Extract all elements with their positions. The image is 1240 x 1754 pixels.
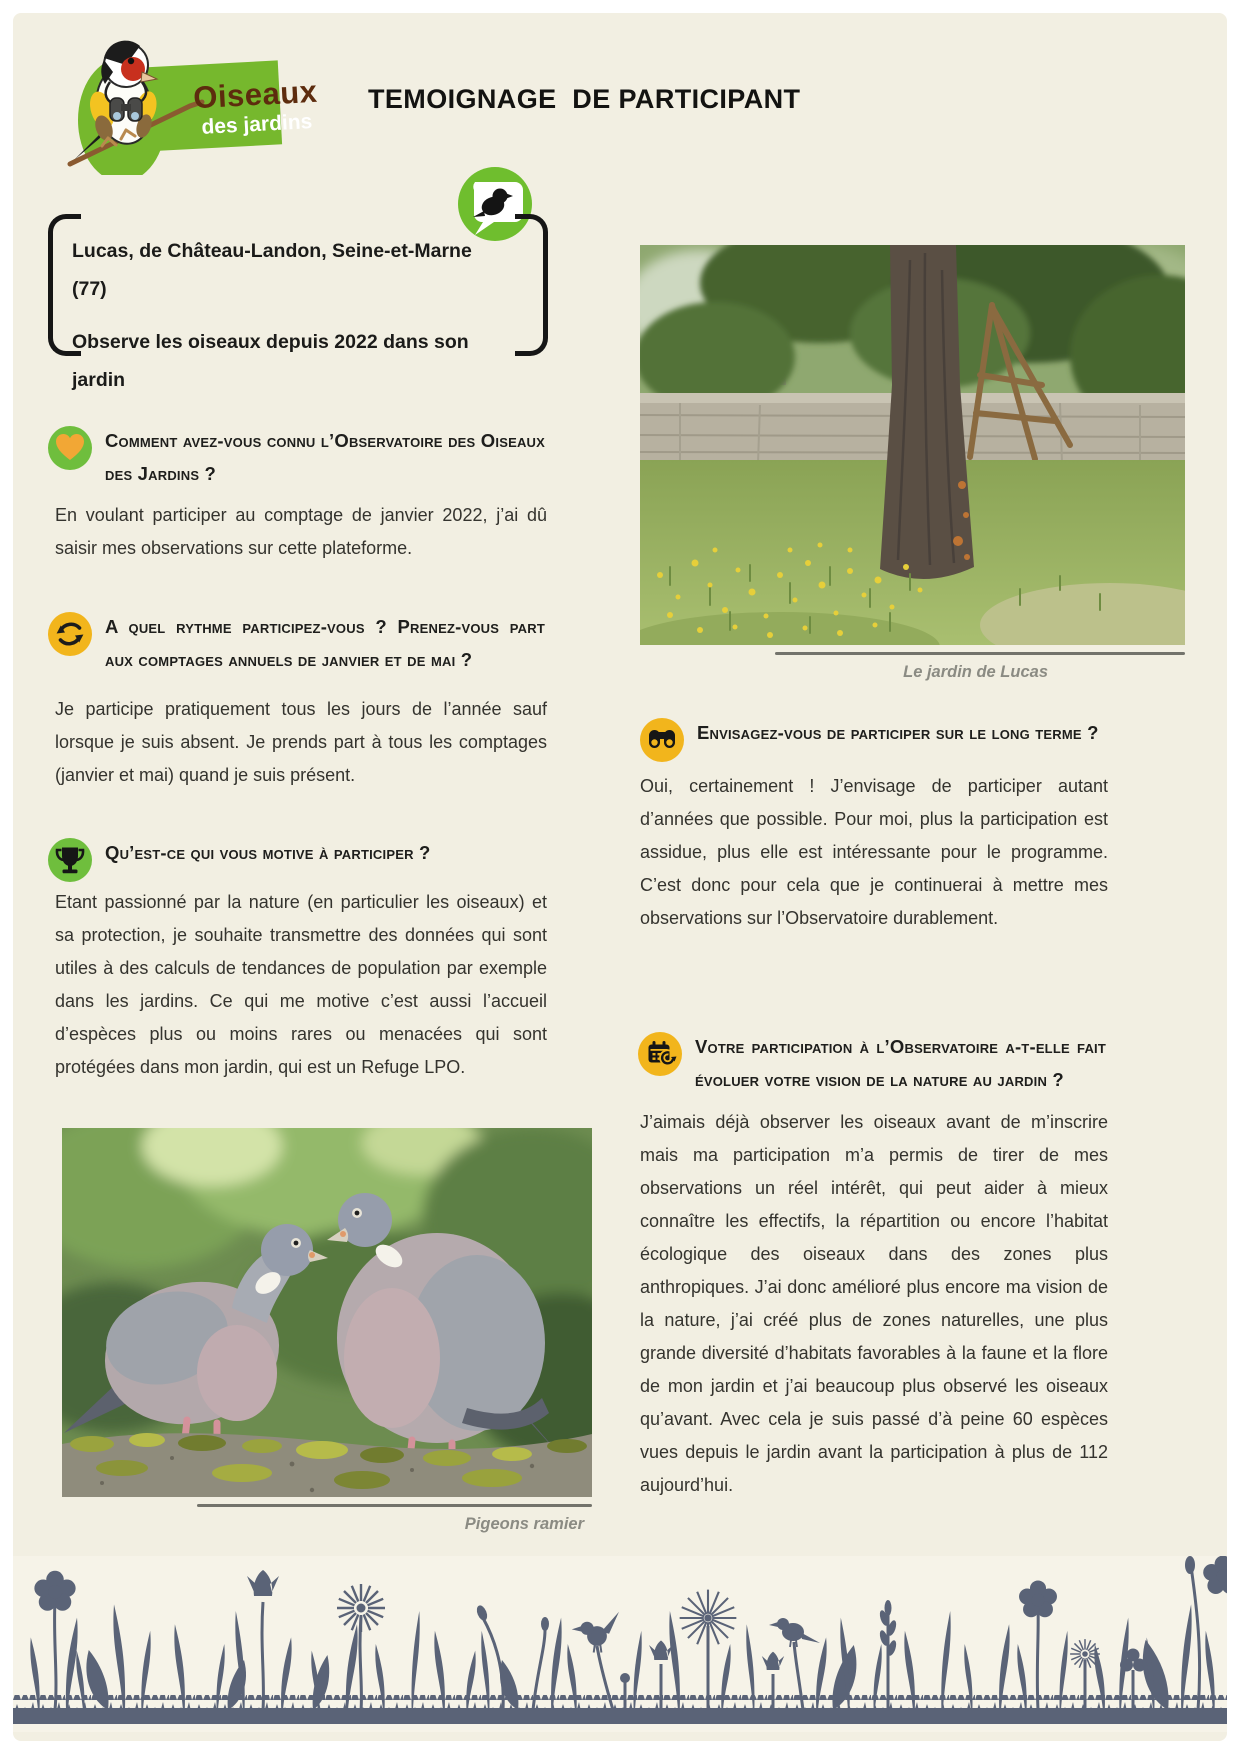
answer-text: J’aimais déjà observer les oiseaux avant de m’inscrire mais ma participation m’a permis de tirer de mes observations un réel intérêt, qui peut aider à mieux connaître les effectifs, la répartition ou encore l’habitat écologique des oiseaux dans des zones plus anthropiques. J’ai donc amélioré plus encore ma vision de la nature, j’ai créé plus de zones naturelles, une plus grande diversité d’habitats favorables à la faune et la flore de mon jardin et j’ai beaucoup plus observé les oiseaux qu’avant. Avec cela je suis passé d’à peine 60 espèces vues depuis le jardin avant la participation à plus de 112 aujourd’hui. [640, 1112, 1108, 1495]
participant-card [48, 214, 548, 391]
question-block-5 [638, 1030, 1110, 1096]
logo-subtitle: des jardins [200, 110, 313, 139]
heart-icon [48, 426, 92, 470]
calendar-sync-icon [638, 1032, 682, 1076]
trophy-icon [48, 838, 92, 882]
binoculars-icon [640, 718, 684, 762]
photo-caption: Le jardin de Lucas [903, 663, 1048, 681]
question-text: Qu’est-ce qui vous motive à participer ? [105, 842, 431, 863]
question-block-1 [48, 424, 545, 490]
caption-rule [197, 1504, 592, 1507]
answer-text: En voulant participer au comptage de janvier 2022, j’ai dû saisir mes observations sur cette plateforme. [55, 505, 547, 558]
question-block-4 [640, 716, 1110, 749]
participant-since: Observe les oiseaux depuis 2022 dans son jardin [72, 331, 469, 391]
logo-text [185, 74, 328, 141]
question-text: Comment avez-vous connu l’Observatoire des Oiseaux des Jardins ? [105, 430, 545, 484]
meadow-silhouette-band [13, 1556, 1227, 1732]
wood-pigeons-figure [62, 1128, 592, 1534]
photo-caption: Pigeons ramier [464, 1515, 584, 1533]
garden-figure [640, 245, 1185, 682]
question-text: Envisagez-vous de participer sur le long terme ? [697, 722, 1099, 743]
meadow-silhouette-illustration [13, 1556, 1227, 1732]
garden-photo [640, 245, 1185, 645]
participant-identity: Lucas, de Château-Landon, Seine-et-Marne (77) [72, 240, 472, 300]
question-block-2 [48, 610, 545, 676]
question-text: Votre participation à l’Observatoire a-t-elle fait évoluer votre vision de la nature au jardin ? [695, 1036, 1106, 1090]
answer-text: Etant passionné par la nature (en particulier les oiseaux) et sa protection, je souhaite transmettre des données qui sont utiles à des calculs de tendances de population par exemple dans les jardins. Ce qui me motive c’est aussi l’accueil d’espèces plus ou moins rares ou menacées qui sont protégées dans mon jardin, qui est un Refuge LPO. [55, 892, 547, 1077]
cycle-icon [48, 612, 92, 656]
answer-text: Oui, certainement ! J’envisage de participer autant d’années que possible. Pour moi, plus la participation est assidue, plus elle est intéressante pour le programme. C’est donc pour cela que je continuerai à mettre mes observations sur l’Observatoire durablement. [640, 776, 1108, 928]
question-text: A quel rythme participez-vous ? Prenez-vous part aux comptages annuels de janvier et de mai ? [105, 616, 545, 670]
wood-pigeons-photo [62, 1128, 592, 1497]
question-block-3 [48, 836, 545, 869]
caption-rule [775, 652, 1185, 655]
page-title: TEMOIGNAGE DE PARTICIPANT [368, 84, 801, 114]
right-bracket [515, 214, 548, 356]
logo-title: Oiseaux [192, 73, 319, 116]
answer-text: Je participe pratiquement tous les jours de l’année sauf lorsque je suis absent. Je prends part à tous les comptages (janvier et mai) quand je suis présent. [55, 699, 547, 785]
logo [40, 20, 319, 175]
